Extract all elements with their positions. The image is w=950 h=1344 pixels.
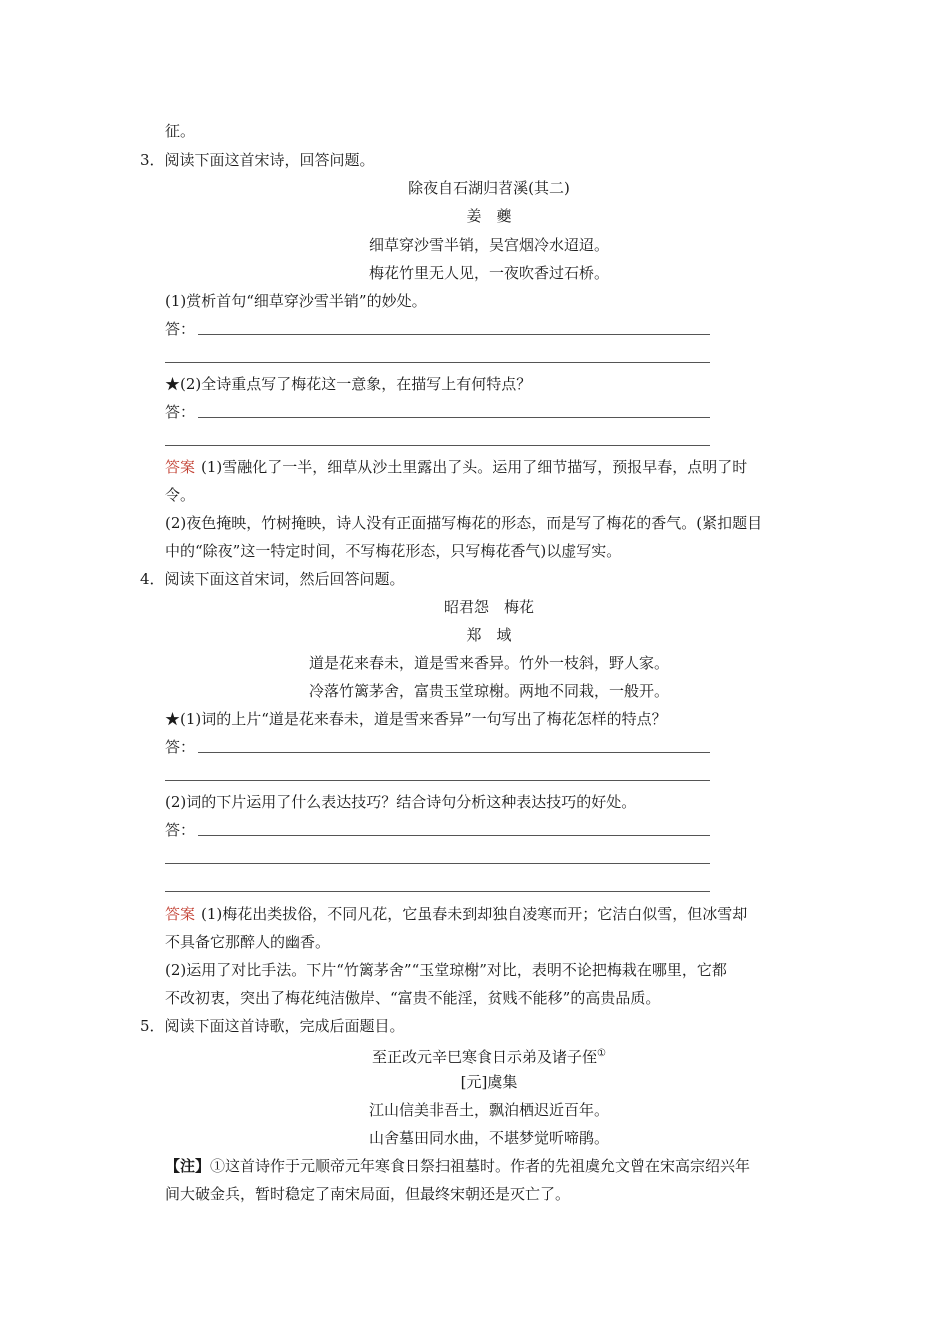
- poem-line: 梅花竹里无人见，一夜吹香过石桥。: [368, 264, 609, 282]
- answer-line: [198, 752, 710, 753]
- answer-line: [165, 780, 710, 781]
- poem-line: 道是花来春未，道是雪来香异。竹外一枝斜，野人家。: [308, 654, 669, 672]
- answer-line: [198, 417, 710, 418]
- poem-author: [元]虞集: [460, 1073, 518, 1091]
- poem-line: 冷落竹篱茅舍，富贵玉堂琼榭。两地不同栽，一般开。: [308, 682, 669, 700]
- poem-line: 细草穿沙雪半销，吴宫烟冷水迢迢。: [368, 236, 609, 254]
- poem-line: 山舍墓田同水曲，不堪梦觉听啼鹃。: [368, 1129, 609, 1147]
- note-label: 【注】: [165, 1157, 211, 1175]
- poem-author: 郑 域: [466, 626, 512, 644]
- answer-line: [165, 863, 710, 864]
- answer-text: 令。: [165, 486, 196, 504]
- answer-text: 不改初衷，突出了梅花纯洁傲岸、“富贵不能淫，贫贱不能移”的高贵品质。: [165, 989, 661, 1007]
- answer-text: (2)运用了对比手法。下片“竹篱茅舍”“玉堂琼榭”对比，表明不论把梅栽在哪里，它都: [165, 961, 727, 979]
- answer-text: 答案 (1)雪融化了一半，细草从沙土里露出了头。运用了细节描写，预报早春，点明了时: [165, 458, 748, 476]
- answer-prefix: 答：: [165, 320, 196, 338]
- poem-title: 至正改元辛巳寒食日示弟及诸子侄①: [372, 1048, 606, 1066]
- answer-prefix: 答：: [165, 738, 196, 756]
- text-line: 征。: [165, 122, 196, 140]
- answer-line: [198, 334, 710, 335]
- question-5: 5．阅读下面这首诗歌，完成后面题目。: [140, 1017, 405, 1035]
- answer-line: [165, 891, 710, 892]
- poem-title: 除夜自石湖归苕溪(其二): [408, 179, 570, 197]
- answer-text: 不具备它那醉人的幽香。: [165, 933, 331, 951]
- answer-text: (2)夜色掩映，竹树掩映，诗人没有正面描写梅花的形态，而是写了梅花的香气。(紧扣题目: [165, 514, 763, 532]
- sub-question: ★(2)全诗重点写了梅花这一意象，在描写上有何特点？: [165, 375, 532, 393]
- question-3: 3．阅读下面这首宋诗，回答问题。: [140, 151, 375, 169]
- answer-line: [198, 835, 710, 836]
- answer-label: 答案: [165, 905, 196, 923]
- answer-prefix: 答：: [165, 403, 196, 421]
- note-text: 间大破金兵，暂时稳定了南宋局面，但最终宋朝还是灭亡了。: [165, 1185, 571, 1203]
- note-text: 【注】①这首诗作于元顺帝元年寒食日祭扫祖墓时。作者的先祖虞允文曾在宋高宗绍兴年: [165, 1157, 751, 1175]
- answer-label: 答案: [165, 458, 196, 476]
- sub-question: (1)赏析首句“细草穿沙雪半销”的妙处。: [165, 292, 427, 310]
- poem-line: 江山信美非吾土，飘泊栖迟近百年。: [368, 1101, 609, 1119]
- question-4: 4．阅读下面这首宋词，然后回答问题。: [140, 570, 405, 588]
- answer-prefix: 答：: [165, 821, 196, 839]
- footnote-marker: ①: [597, 1048, 606, 1059]
- sub-question: (2)词的下片运用了什么表达技巧？结合诗句分析这种表达技巧的好处。: [165, 793, 637, 811]
- poem-title: 昭君怨 梅花: [443, 598, 534, 616]
- answer-line: [165, 445, 710, 446]
- answer-text: 中的“除夜”这一特定时间，不写梅花形态，只写梅花香气)以虚写实。: [165, 542, 622, 560]
- poem-author: 姜 夔: [466, 207, 512, 225]
- answer-text: 答案 (1)梅花出类拔俗，不同凡花，它虽春未到却独自凌寒而开；它洁白似雪，但冰雪却: [165, 905, 748, 923]
- sub-question: ★(1)词的上片“道是花来春未，道是雪来香异”一句写出了梅花怎样的特点？: [165, 710, 667, 728]
- answer-line: [165, 362, 710, 363]
